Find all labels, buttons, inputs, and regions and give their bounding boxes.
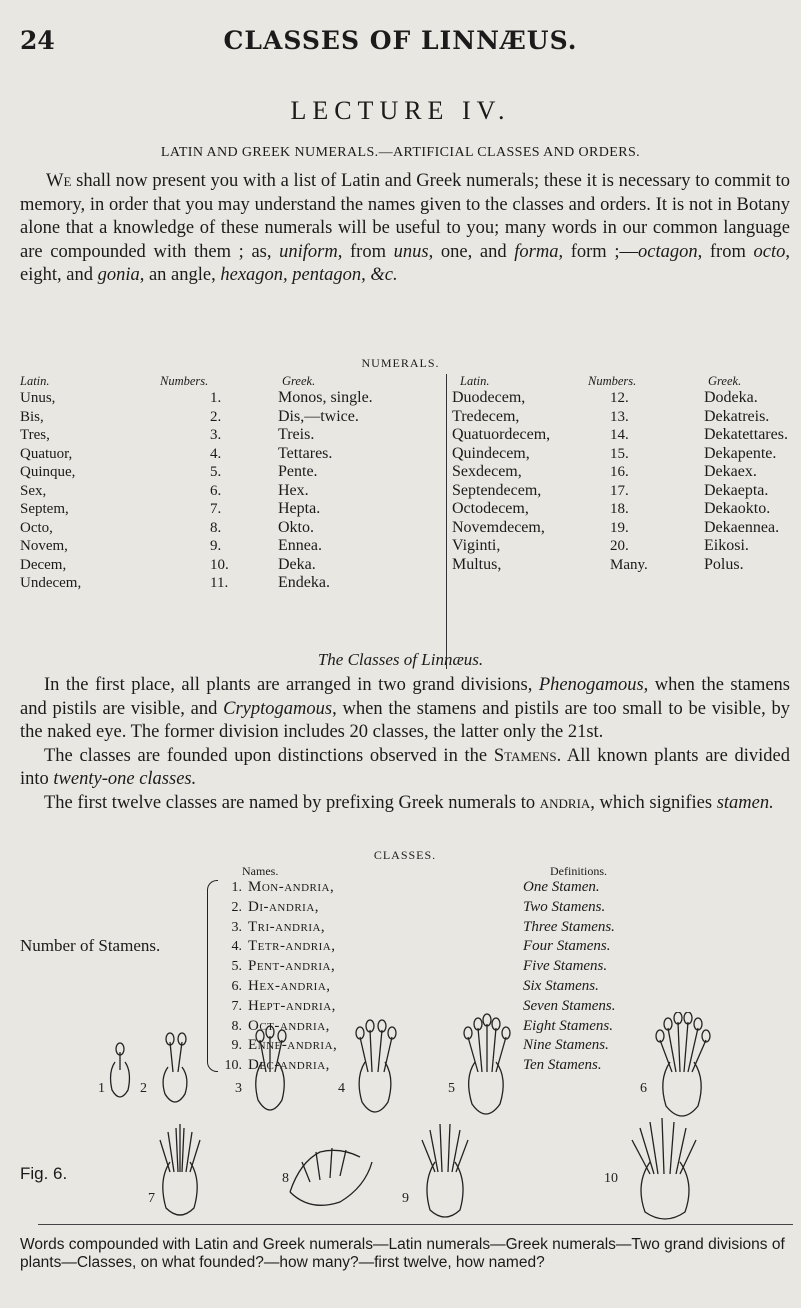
flower-illustration-7	[160, 1124, 200, 1215]
footer-rule	[38, 1224, 793, 1225]
names-header: Names.	[242, 864, 279, 878]
greek-numeral: Hepta.	[278, 500, 321, 517]
greek-numeral: Monos, single.	[278, 389, 373, 406]
stamen-illustration	[20, 1012, 790, 1222]
number-value: 2.	[210, 408, 222, 425]
class-definition: Seven Stamens.	[523, 997, 616, 1014]
latin-numeral: Sexdecem,	[452, 463, 522, 480]
number-value: 14.	[610, 427, 629, 443]
greek-numeral: Deka.	[278, 555, 316, 573]
greek-numeral: Dekatettares.	[704, 426, 788, 443]
greek-numeral: Dekapente.	[704, 444, 777, 462]
latin-numeral: Bis,	[20, 408, 44, 425]
number-value: 6.	[210, 482, 222, 499]
number-value: 3.	[210, 427, 222, 443]
figure-number-4: 4	[338, 1081, 345, 1096]
number-value: 17.	[610, 482, 629, 499]
greek-numeral: Eikosi.	[704, 537, 749, 554]
greek-numeral: Dekaennea.	[704, 518, 780, 536]
definitions-header: Definitions.	[550, 864, 607, 878]
greek-numeral: Dis,—twice.	[278, 407, 359, 425]
flower-illustration-3	[256, 1026, 286, 1110]
number-value: 11.	[210, 575, 229, 591]
class-definition: Ten Stamens.	[523, 1057, 602, 1074]
class-row: 2. Di-andria,	[231, 898, 320, 915]
greek-numeral: Hex.	[278, 481, 309, 499]
class-row: 7. Hept-andria,	[231, 997, 336, 1014]
running-title: CLASSES OF LINNÆUS.	[223, 26, 578, 55]
flower-illustration-1	[111, 1043, 130, 1097]
latin-numeral: Octo,	[20, 519, 53, 536]
flower-illustration-6	[656, 1012, 710, 1116]
latin-numeral: Tres,	[20, 427, 50, 443]
latin-numeral: Octodecem,	[452, 500, 529, 517]
figure-number-5: 5	[448, 1081, 455, 1096]
flower-illustration-4	[356, 1020, 396, 1112]
latin-numeral: Quatuor,	[20, 445, 73, 462]
col-header-greek-2: Greek.	[708, 374, 742, 388]
figure-number-3: 3	[235, 1081, 242, 1096]
latin-numeral: Quinque,	[20, 464, 76, 480]
page-number: 24	[20, 26, 55, 55]
number-value: 5.	[210, 464, 222, 480]
figure-number-10: 10	[604, 1171, 618, 1186]
left-latin-column	[20, 389, 81, 593]
col-header-numbers-2: Numbers.	[588, 374, 637, 388]
classes-caption: The Classes of Linnæus.	[317, 650, 484, 669]
number-value: 13.	[610, 408, 629, 425]
greek-numeral: Endeka.	[278, 574, 330, 591]
class-row: 9. Enne-andria,	[231, 1037, 338, 1054]
number-value: 15.	[610, 445, 629, 462]
greek-numeral: Pente.	[278, 463, 318, 480]
number-value: 10.	[210, 556, 229, 573]
number-value: 20.	[610, 538, 629, 554]
number-value: 9.	[210, 538, 222, 554]
figure-number-8: 8	[282, 1171, 289, 1186]
drop-word: We	[46, 171, 72, 191]
stamen-figure	[20, 1012, 790, 1206]
number-value: 12.	[610, 390, 629, 406]
numerals-table	[20, 374, 795, 684]
group-label: Number of Stamens.	[20, 936, 161, 955]
lecture-title: LECTURE IV.	[290, 96, 511, 125]
running-header	[20, 20, 781, 60]
figure-number-9: 9	[402, 1191, 409, 1206]
latin-numeral: Decem,	[20, 556, 67, 573]
left-greek-column	[278, 389, 373, 593]
class-row: 10. Dec-andria,	[224, 1057, 330, 1074]
greek-numeral: Polus.	[704, 555, 744, 573]
intro-paragraph: We shall now present you with a list of Latin and Greek numerals; these it is necessary to commit to memory, in order that you may understand the names given to the classes and orders. It is not in Botany alone that a knowledge of these numerals will be useful to you; many words in our common language are compounded with them ; as, uniform, from unus, one, and forma, form ;—octagon, from octo, eight, and gonia, an angle, hexagon, pentagon, &c.	[20, 171, 790, 285]
col-header-greek: Greek.	[282, 374, 316, 388]
numerals-heading: NUMERALS.	[361, 356, 440, 370]
greek-numeral: Dekaepta.	[704, 481, 769, 499]
latin-numeral: Sex,	[20, 482, 47, 499]
flower-illustration-2	[163, 1033, 187, 1102]
latin-numeral: Undecem,	[20, 575, 82, 591]
greek-numeral: Tettares.	[278, 444, 333, 462]
flower-illustration-5	[464, 1014, 510, 1114]
class-row: 3. Tri-andria,	[231, 918, 326, 935]
latin-numeral: Quatuordecem,	[452, 426, 551, 443]
figure-number-1: 1	[98, 1081, 105, 1096]
classes-heading: CLASSES.	[373, 848, 437, 862]
class-definition: Six Stamens.	[523, 977, 599, 994]
number-value: 16.	[610, 464, 629, 480]
class-row: 6. Hex-andria,	[231, 977, 331, 994]
latin-numeral: Septendecem,	[452, 481, 542, 499]
class-row: 1. Mon-andria,	[231, 879, 335, 895]
col-header-latin-2: Latin.	[460, 374, 490, 388]
latin-numeral: Septem,	[20, 501, 69, 517]
greek-numeral: Treis.	[278, 426, 315, 443]
col-header-latin: Latin.	[20, 374, 50, 388]
figure-number-6: 6	[640, 1081, 647, 1096]
greek-numeral: Okto.	[278, 518, 314, 536]
left-number-column	[210, 389, 229, 593]
review-questions: Words compounded with Latin and Greek numerals—Latin numerals—Greek numerals—Two grand divisions of plants—Classes, on what founded?—how many?—first twelve, how named?	[20, 1236, 785, 1271]
number-value: Many.	[610, 556, 648, 573]
flower-illustration-9	[422, 1124, 468, 1217]
number-value: 7.	[210, 501, 222, 517]
latin-numeral: Novem,	[20, 538, 68, 554]
col-header-numbers: Numbers.	[160, 374, 209, 388]
number-value: 19.	[610, 519, 629, 536]
latin-numeral: Unus,	[20, 390, 56, 406]
latin-numeral: Quindecem,	[452, 444, 530, 462]
number-value: 1.	[210, 390, 222, 406]
classes-body-text: In the first place, all plants are arranged in two grand divisions, Phenogamous, when the stamens and pistils are visible, and Cryptogamous, when the stamens and pistils are too small to be visible, by the naked eye. The former division includes 20 classes, the latter only the 21st. The classes are founded upon distinctions observed in the Stamens. All known plants are divided into twenty-one classes. The first twelve classes are named by prefixing Greek numerals to andria, which signifies stamen.	[20, 675, 791, 813]
class-definition: One Stamen.	[523, 879, 600, 895]
right-greek-column	[704, 389, 788, 574]
flower-illustration-8	[290, 1148, 372, 1205]
class-definition: Four Stamens.	[523, 938, 611, 955]
right-latin-column	[452, 389, 550, 574]
class-definition: Two Stamens.	[523, 898, 606, 915]
class-row: 4. Tetr-andria,	[231, 938, 336, 955]
figure-label: Fig. 6.	[20, 1164, 68, 1183]
number-value: 8.	[210, 519, 222, 536]
latin-numeral: Viginti,	[452, 537, 501, 554]
latin-numeral: Novemdecem,	[452, 518, 545, 536]
greek-numeral: Ennea.	[278, 537, 322, 554]
class-row: 5. Pent-andria,	[231, 958, 336, 975]
class-definition: Nine Stamens.	[523, 1037, 609, 1054]
number-value: 4.	[210, 445, 222, 462]
greek-numeral: Dekaokto.	[704, 500, 771, 517]
figure-number-7: 7	[148, 1191, 155, 1206]
column-divider	[446, 374, 447, 669]
class-row: 8. Oct-andria,	[231, 1017, 330, 1034]
figure-number-2: 2	[140, 1081, 147, 1096]
class-definition: Eight Stamens.	[523, 1017, 613, 1034]
flower-illustration-10	[632, 1118, 696, 1219]
greek-numeral: Dekaex.	[704, 463, 757, 480]
latin-numeral: Multus,	[452, 555, 502, 573]
class-definition: Five Stamens.	[523, 958, 608, 975]
latin-numeral: Tredecem,	[452, 407, 520, 425]
greek-numeral: Dekatreis.	[704, 407, 770, 425]
latin-numeral: Duodecem,	[452, 389, 526, 406]
lecture-subtitle: LATIN AND GREEK NUMERALS.—ARTIFICIAL CLASSES AND ORDERS.	[160, 145, 641, 160]
number-value: 18.	[610, 501, 629, 517]
right-number-column	[610, 389, 648, 574]
greek-numeral: Dodeka.	[704, 389, 758, 406]
class-definition: Three Stamens.	[523, 918, 615, 935]
